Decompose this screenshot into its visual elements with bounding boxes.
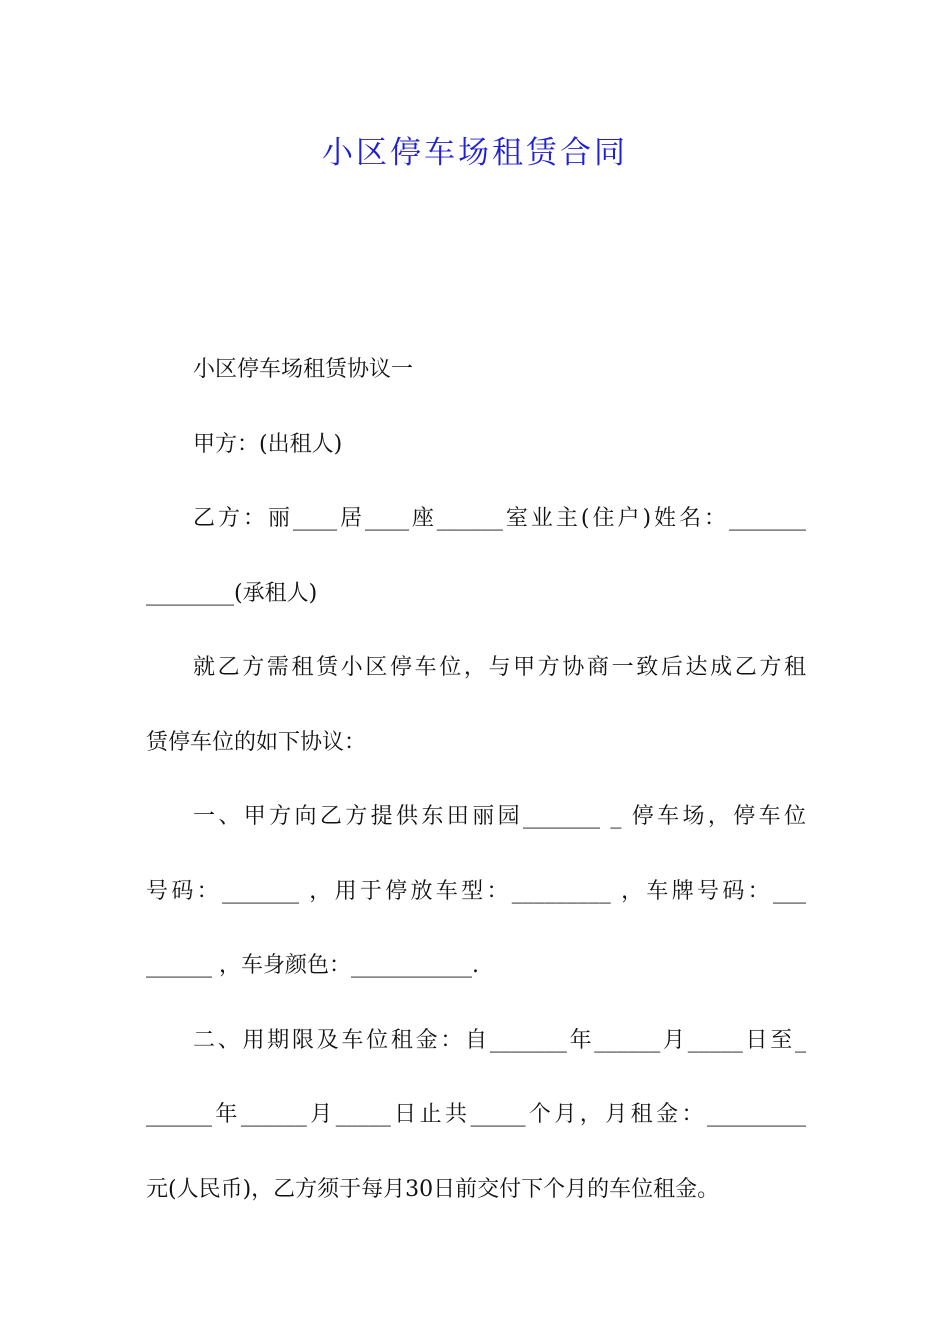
clause-1-line: 一、甲方向乙方提供东田丽园_______ _ 停车场，停车位 [193,804,806,829]
clause-2-line-2: ______年______月_____日止共_____个月，月租金：_________ [146,1102,806,1127]
party-b-line: 乙方：丽____居____座______室业主(住户)姓名：_______ [193,506,806,531]
clause-1-line-2: 号码：_______ ，用于停放车型：_________ ，车牌号码：___ [146,878,806,904]
preamble-line-continued: 赁停车位的如下协议： [146,729,367,755]
preamble-line: 就乙方需租赁小区停车位，与甲方协商一致后达成乙方租 [193,655,806,680]
party-a-line: 甲方：(出租人) [193,431,343,457]
clause-1-line-3: ______ ，车身颜色：___________. [146,953,479,978]
party-b-line-continued: ________(承租人) [146,580,318,606]
clause-2-line: 二、用期限及车位租金：自_______年______月_____日至_ [193,1027,806,1053]
contract-body [146,333,806,1227]
clause-2-line-3: 元(人民币)，乙方须于每月30日前交付下个月的车位租金。 [146,1176,720,1202]
document-title: 小区停车场租赁合同 [322,135,628,171]
agreement-heading: 小区停车场租赁协议一 [193,357,414,382]
